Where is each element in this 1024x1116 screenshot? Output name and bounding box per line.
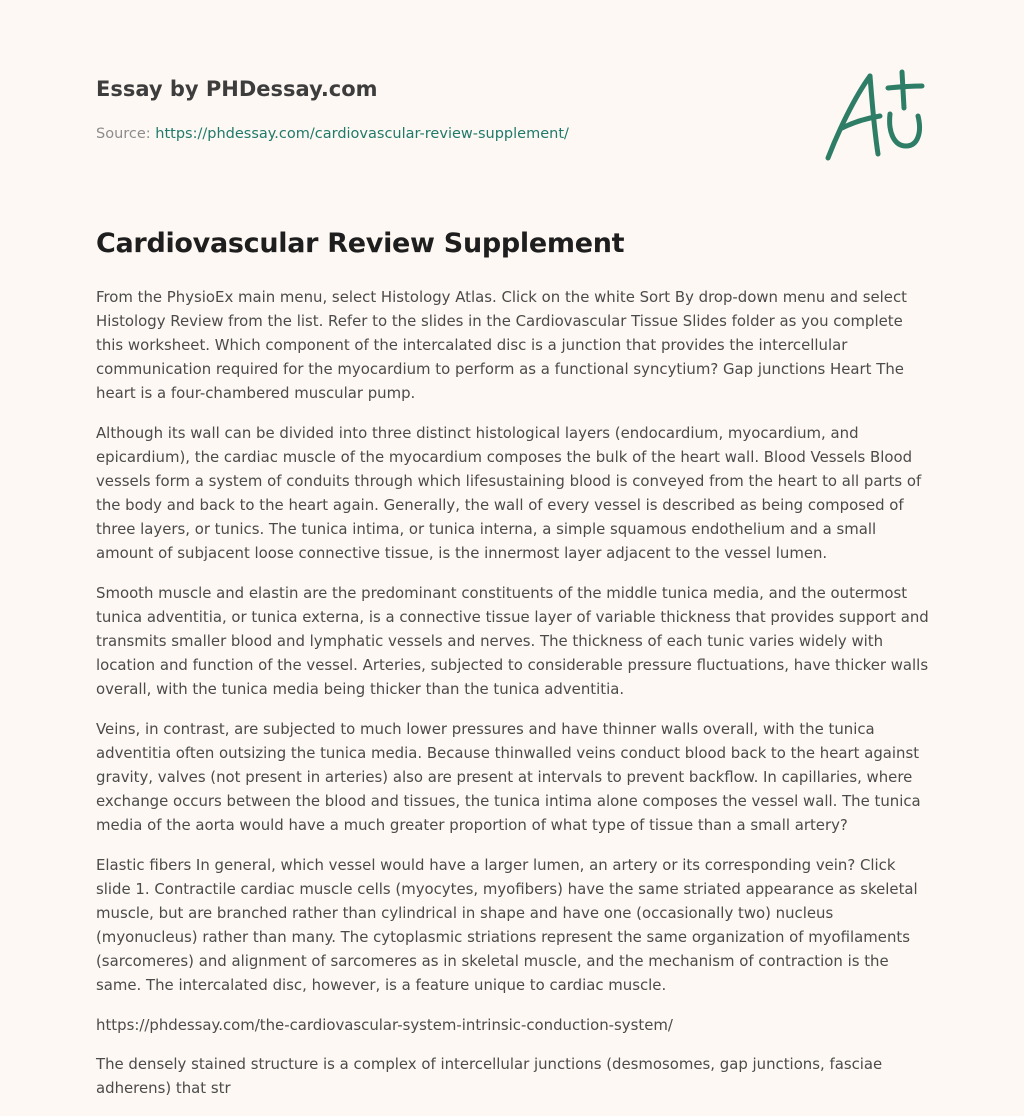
paragraph: Veins, in contrast, are subjected to much lower pressures and have thinner walls overall, with the tunica adventitia often outsizing the tunica media. Because thinwalled veins conduct blood back to the heart against gravity, valves (not present in arteries) also are present at intervals to prevent backflow. In capillaries, where exchange occurs between the blood and tissues, the tunica intima alone composes the vessel wall. The tunica media of the aorta would have a much greater proportion of what type of tissue than a small artery? (96, 720, 921, 834)
site-brand: Essay by PHDessay.com (96, 77, 378, 101)
related-url-text: https://phdessay.com/the-cardiovascular-system-intrinsic-conduction-system/ (96, 1016, 673, 1034)
page-title: Cardiovascular Review Supplement (96, 228, 625, 259)
source-line (96, 124, 796, 144)
a-plus-grade-logo (818, 62, 930, 166)
paragraph: Elastic fibers In general, which vessel would have a larger lumen, an artery or its corresponding vein? Click slide 1. Contractile cardiac muscle cells (myocytes, myofibers) have the same striated appearance as skeletal muscle, but are branched rather than cylindrical in shape and have one (occasionally two) nucleus (myonucleus) rather than many. The cytoplasmic striations represent the same organization of myofilaments (sarcomeres) and alignment of sarcomeres as in skeletal muscle, and the mechanism of contraction is the same. The intercalated disc, however, is a feature unique to cardiac muscle. (96, 856, 918, 994)
article-body (96, 285, 930, 1116)
paragraph: From the PhysioEx main menu, select Histology Atlas. Click on the white Sort By drop-down menu and select Histology Review from the list. Refer to the slides in the Cardiovascular Tissue Slides folder as you complete this worksheet. Which component of the intercalated disc is a junction that provides the intercellular communication required for the myocardium to perform as a functional syncytium? Gap junctions Heart The heart is a four-chambered muscular pump. (96, 288, 907, 402)
paragraph: Although its wall can be divided into three distinct histological layers (endocardium, myocardium, and epicardium), the cardiac muscle of the myocardium composes the bulk of the heart wall. Blood Vessels Blood vessels form a system of conduits through which lifesustaining blood is conveyed from the heart to all parts of the body and back to the heart again. Generally, the wall of every vessel is described as being composed of three layers, or tunics. The tunica intima, or tunica interna, a simple squamous endothelium and a small amount of subjacent loose connective tissue, is the innermost layer adjacent to the vessel lumen. (96, 424, 922, 562)
source-label: Source: (96, 126, 156, 142)
paragraph: The densely stained structure is a complex of intercellular junctions (desmosomes, gap junctions, fasciae adherens) that str (96, 1055, 883, 1097)
source-link[interactable]: https://phdessay.com/cardiovascular-review-supplement/ (155, 126, 569, 142)
essay-header (96, 74, 796, 144)
paragraph: Smooth muscle and elastin are the predominant constituents of the middle tunica media, and the outermost tunica adventitia, or tunica externa, is a connective tissue layer of variable thickness that provides support and transmits smaller blood and lymphatic vessels and nerves. The thickness of each tunic varies widely with location and function of the vessel. Arteries, subjected to considerable pressure fluctuations, have thicker walls overall, with the tunica media being thicker than the tunica adventitia. (96, 584, 929, 698)
